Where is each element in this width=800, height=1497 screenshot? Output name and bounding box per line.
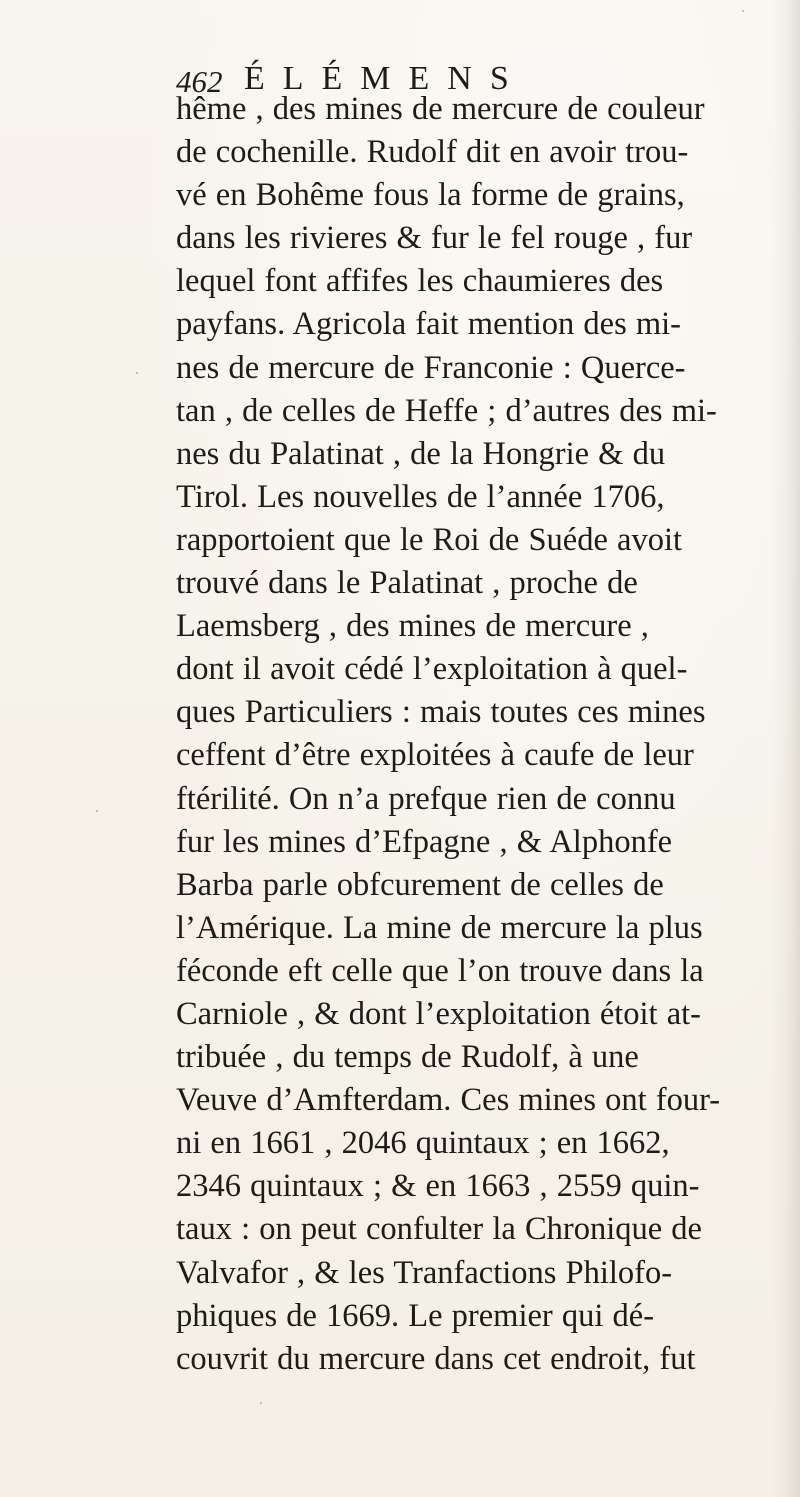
text-line: féconde eft celle que l’on trouve dans la bbox=[176, 952, 704, 989]
text-line: dont il avoit cédé l’exploitation à quel- bbox=[176, 651, 688, 688]
text-line: lequel font affifes les chaumieres des bbox=[176, 263, 664, 300]
paper-speck bbox=[136, 372, 138, 374]
running-title: ÉLÉMENS bbox=[244, 60, 527, 97]
text-line: couvrit du mercure dans cet endroit, fut bbox=[176, 1340, 696, 1377]
text-line: nes de mercure de Franconie : Querce- bbox=[176, 349, 686, 386]
text-line: 2346 quintaux ; & en 1663 , 2559 quin- bbox=[176, 1168, 700, 1205]
text-line: hême , des mines de mercure de couleur bbox=[176, 91, 705, 127]
text-line: ftérilité. On n’a prefque rien de connu bbox=[176, 780, 676, 817]
text-line: de cochenille. Rudolf dit en avoir trou- bbox=[176, 134, 689, 171]
body-text bbox=[176, 88, 800, 1381]
text-line: ni en 1661 , 2046 quintaux ; en 1662, bbox=[176, 1125, 670, 1162]
text-line: tribuée , du temps de Rudolf, à une bbox=[176, 1039, 639, 1076]
page-number: 462 bbox=[176, 64, 223, 99]
paper-speck bbox=[260, 1402, 262, 1404]
text-line: phiques de 1669. Le premier qui dé- bbox=[176, 1297, 655, 1334]
text-line: tan , de celles de Heffe ; d’autres des mi- bbox=[176, 392, 717, 429]
text-line: l’Amérique. La mine de mercure la plus bbox=[176, 909, 703, 946]
paper-speck bbox=[742, 10, 744, 12]
text-line: rapportoient que le Roi de Suéde avoit bbox=[176, 521, 683, 558]
text-line: Barba parle obfcurement de celles de bbox=[176, 866, 664, 903]
text-line: payfans. Agricola fait mention des mi- bbox=[176, 306, 682, 343]
text-line: nes du Palatinat , de la Hongrie & du bbox=[176, 435, 666, 472]
text-line: ceffent d’être exploitées à caufe de leur bbox=[176, 737, 694, 774]
paper-speck bbox=[96, 810, 98, 812]
text-line: dans les rivieres & fur le fel rouge , fur bbox=[176, 220, 693, 257]
text-line: ques Particuliers : mais toutes ces mines bbox=[176, 694, 706, 731]
text-line: Laemsberg , des mines de mercure , bbox=[176, 608, 649, 645]
text-line: Veuve d’Amfterdam. Ces mines ont four- bbox=[176, 1082, 721, 1119]
text-line: taux : on peut confulter la Chronique de bbox=[176, 1211, 702, 1248]
text-line: Carniole , & dont l’exploitation étoit at- bbox=[176, 995, 701, 1032]
text-line: Valvafor , & les Tranfactions Philofo- bbox=[176, 1254, 673, 1291]
text-line: fur les mines d’Efpagne , & Alphonfe bbox=[176, 823, 673, 860]
text-line: trouvé dans le Palatinat , proche de bbox=[176, 565, 638, 602]
text-line: Tirol. Les nouvelles de l’année 1706, bbox=[176, 478, 665, 515]
text-line: vé en Bohême fous la forme de grains, bbox=[176, 177, 685, 214]
